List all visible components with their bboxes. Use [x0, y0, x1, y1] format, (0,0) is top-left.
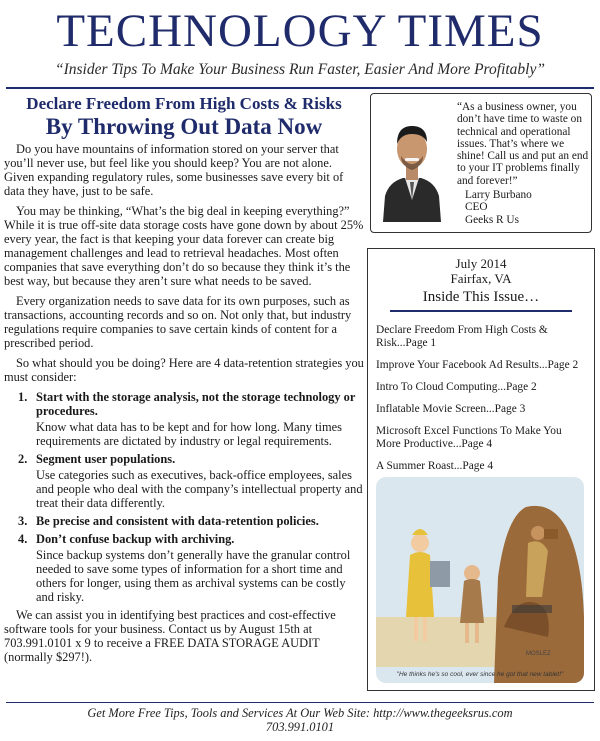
article [4, 94, 364, 670]
footer-phone: 703.991.0101 [265, 720, 335, 734]
sidebar-divider [390, 310, 572, 312]
ceo-portrait [379, 104, 445, 222]
toc-item[interactable]: A Summer Roast...Page 4 [376, 459, 494, 472]
masthead-divider [6, 87, 594, 89]
toc-item[interactable]: Declare Freedom From High Costs & Risk...Page 1 [376, 323, 548, 349]
quote-author: Larry Burbano [465, 189, 532, 202]
masthead [0, 0, 600, 79]
strategy-number: 3. [18, 514, 28, 528]
strategy-number: 1. [18, 390, 28, 404]
strategy-item [4, 452, 364, 510]
table-of-contents [368, 324, 594, 473]
toc-item[interactable]: Intro To Cloud Computing...Page 2 [376, 380, 537, 393]
ceo-quote-box [370, 93, 592, 233]
issue-location: Fairfax, VA [450, 271, 512, 286]
issue-heading: Inside This Issue… [422, 289, 540, 305]
strategy-item [4, 514, 364, 528]
strategy-heading: Be precise and consistent with data-retention policies. [36, 514, 319, 528]
toc-item[interactable]: Inflatable Movie Screen...Page 3 [376, 402, 526, 415]
article-paragraph: So what should you be doing? Here are 4 data-retention strategies you must consider: [4, 356, 364, 384]
issue-month: July 2014 [455, 256, 507, 271]
ceo-quote [457, 101, 589, 226]
strategy-heading: Start with the storage analysis, not the storage technology or procedures. [36, 390, 356, 418]
strategy-number: 2. [18, 452, 28, 466]
article-paragraph: You may be thinking, “What’s the big deal in keeping everything?” While it is true off-site data storage costs have gone down by about 25% every year, the fact is that keeping your data forever can create big management challenges and lead to retrieval headaches. Most often companies that save everything don’t do so because they think it’s the best way, but because they aren’t sure what needs to be saved. [4, 204, 364, 288]
strategy-heading: Don’t confuse backup with archiving. [36, 532, 235, 546]
footer-divider [6, 702, 594, 703]
footer-website-line[interactable]: Get More Free Tips, Tools and Services At Our Web Site: http://www.thegeeksrus.com [87, 706, 513, 720]
issue-date [368, 256, 594, 286]
article-title: By Throwing Out Data Now [45, 114, 323, 139]
newsletter-tagline: “Insider Tips To Make Your Business Run Faster, Easier And More Profitably” [54, 61, 545, 78]
strategy-item [4, 532, 364, 604]
quote-text: “As a business owner, you don’t have time to waste on technical and operational issues. That’s where we shine! Call us and put an end to your IT problems finally and forever!” [457, 101, 589, 187]
strategy-list [4, 390, 364, 604]
strategy-item [4, 390, 364, 448]
strategy-heading: Segment user populations. [36, 452, 176, 466]
article-subtitle: Declare Freedom From High Costs & Risks [26, 94, 342, 113]
toc-item[interactable]: Improve Your Facebook Ad Results...Page 2 [376, 358, 579, 371]
cartoon-signature: MOSLEZ [526, 651, 551, 657]
newsletter-title: TECHNOLOGY TIMES [56, 5, 544, 57]
footer [0, 706, 600, 734]
quote-company: Geeks R Us [465, 213, 519, 226]
toc-item[interactable]: Microsoft Excel Functions To Make You More Productive...Page 4 [376, 424, 562, 450]
article-paragraph: Every organization needs to save data for its own purposes, such as transactions, accounting records and so on. Not only that, but industry regulations require companies to save certain kinds of content for a prescribed period. [4, 294, 352, 350]
cartoon-caption: "He thinks he's so cool, ever since he got that new tablet!" [396, 671, 564, 678]
strategy-description: Know what data has to be kept and for how long. Many times requirements are dictated by industry or legal requirements. [36, 420, 342, 448]
strategy-description: Use categories such as executives, back-office employees, sales and people who deal with the company’s intellectual property and treat their data differently. [36, 468, 363, 510]
strategy-description: Since backup systems don’t generally have the granular control needed to save some types of information for a short time and others for longer, using them as archival systems can be costly and risky. [36, 548, 351, 604]
quote-role: CEO [465, 201, 488, 214]
caveman-cartoon [376, 477, 584, 683]
issue-sidebar [367, 248, 595, 691]
article-closing: We can assist you in identifying best practices and cost-effective software tools for your business. Contact us by August 15th at 703.991.0101 x 9 to receive a FREE DATA STORAGE AUDIT (normally $297!). [4, 608, 336, 664]
strategy-number: 4. [18, 532, 28, 546]
article-paragraph: Do you have mountains of information stored on your server that you’ll never use, but feel like you should keep? You are not alone. Given expanding regulatory rules, some businesses save every bit of data they have, just to be safe. [4, 142, 344, 198]
